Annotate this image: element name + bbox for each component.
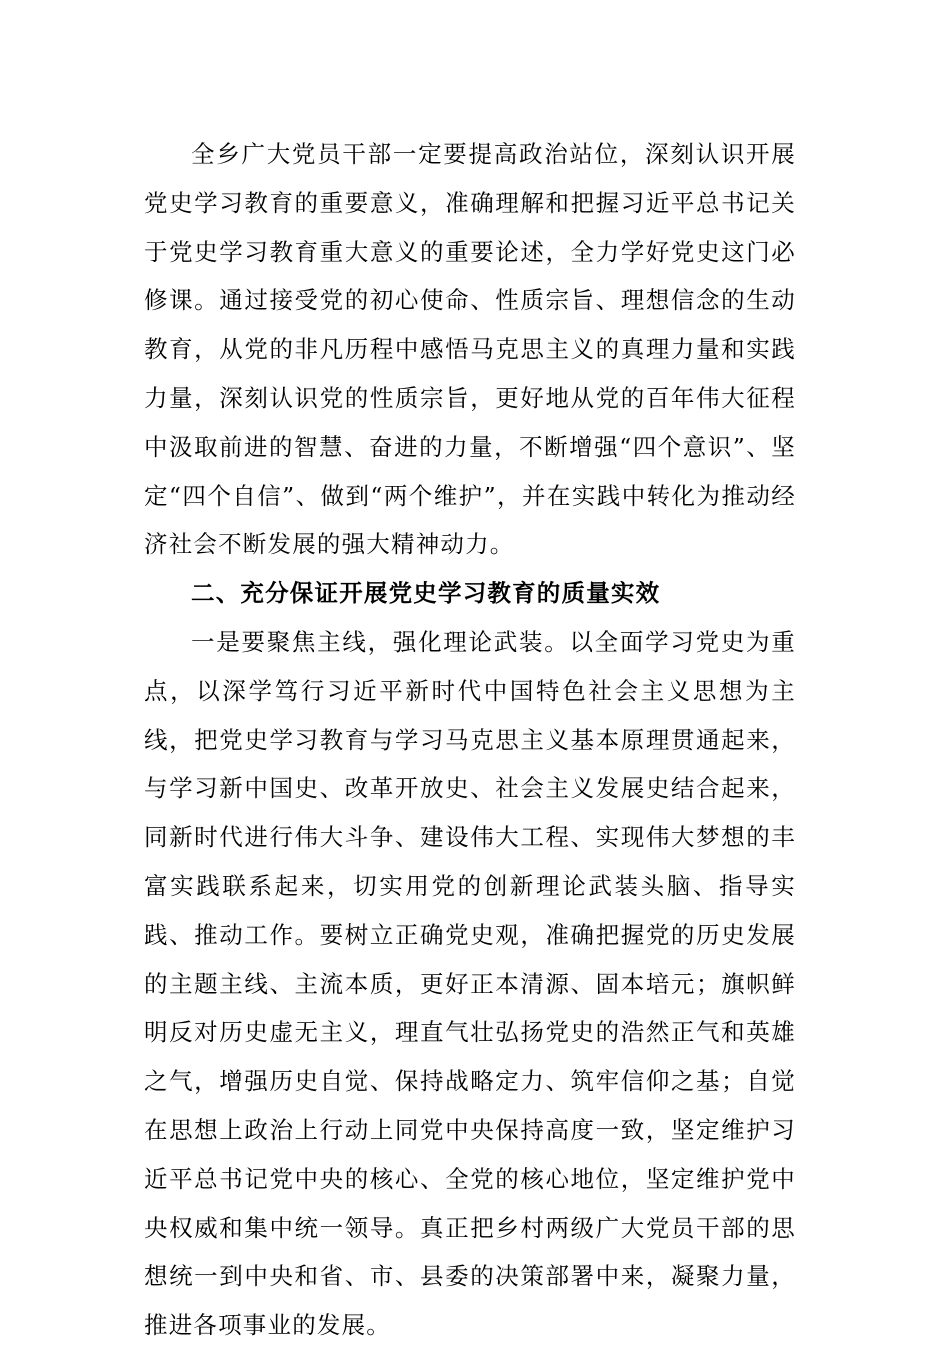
document-body: [144, 130, 796, 1350]
body-paragraph: 一是要聚焦主线，强化理论武装。以全面学习党史为重点，以深学笃行习近平新时代中国特色社会主义思想为主线，把党史学习教育与学习马克思主义基本原理贯通起来，与学习新中国史、改革开放史、社会主义发展史结合起来，同新时代进行伟大斗争、建设伟大工程、实现伟大梦想的丰富实践联系起来，切实用党的创新理论武装头脑、指导实践、推动工作。要树立正确党史观，准确把握党的历史发展的主题主线、主流本质，更好正本清源、固本培元；旗帜鲜明反对历史虚无主义，理直气壮弘扬党史的浩然正气和英雄之气，增强历史自觉、保持战略定力、筑牢信仰之基；自觉在思想上政治上行动上同党中央保持高度一致，坚定维护习近平总书记党中央的核心、全党的核心地位，坚定维护党中央权威和集中统一领导。真正把乡村两级广大党员干部的思想统一到中央和省、市、县委的决策部署中来，凝聚力量，推进各项事业的发展。: [144, 627, 796, 1340]
body-paragraph: 全乡广大党员干部一定要提高政治站位，深刻认识开展党史学习教育的重要意义，准确理解和把握习近平总书记关于党史学习教育重大意义的重要论述，全力学好党史这门必修课。通过接受党的初心使命、性质宗旨、理想信念的生动教育，从党的非凡历程中感悟马克思主义的真理力量和实践力量，深刻认识党的性质宗旨，更好地从党的百年伟大征程中汲取前进的智慧、奋进的力量，不断增强“四个意识”、坚定“四个自信”、做到“两个维护”，并在实践中转化为推动经济社会不断发展的强大精神动力。: [144, 140, 796, 559]
section-heading: 二、充分保证开展党史学习教育的质量实效: [191, 579, 661, 608]
